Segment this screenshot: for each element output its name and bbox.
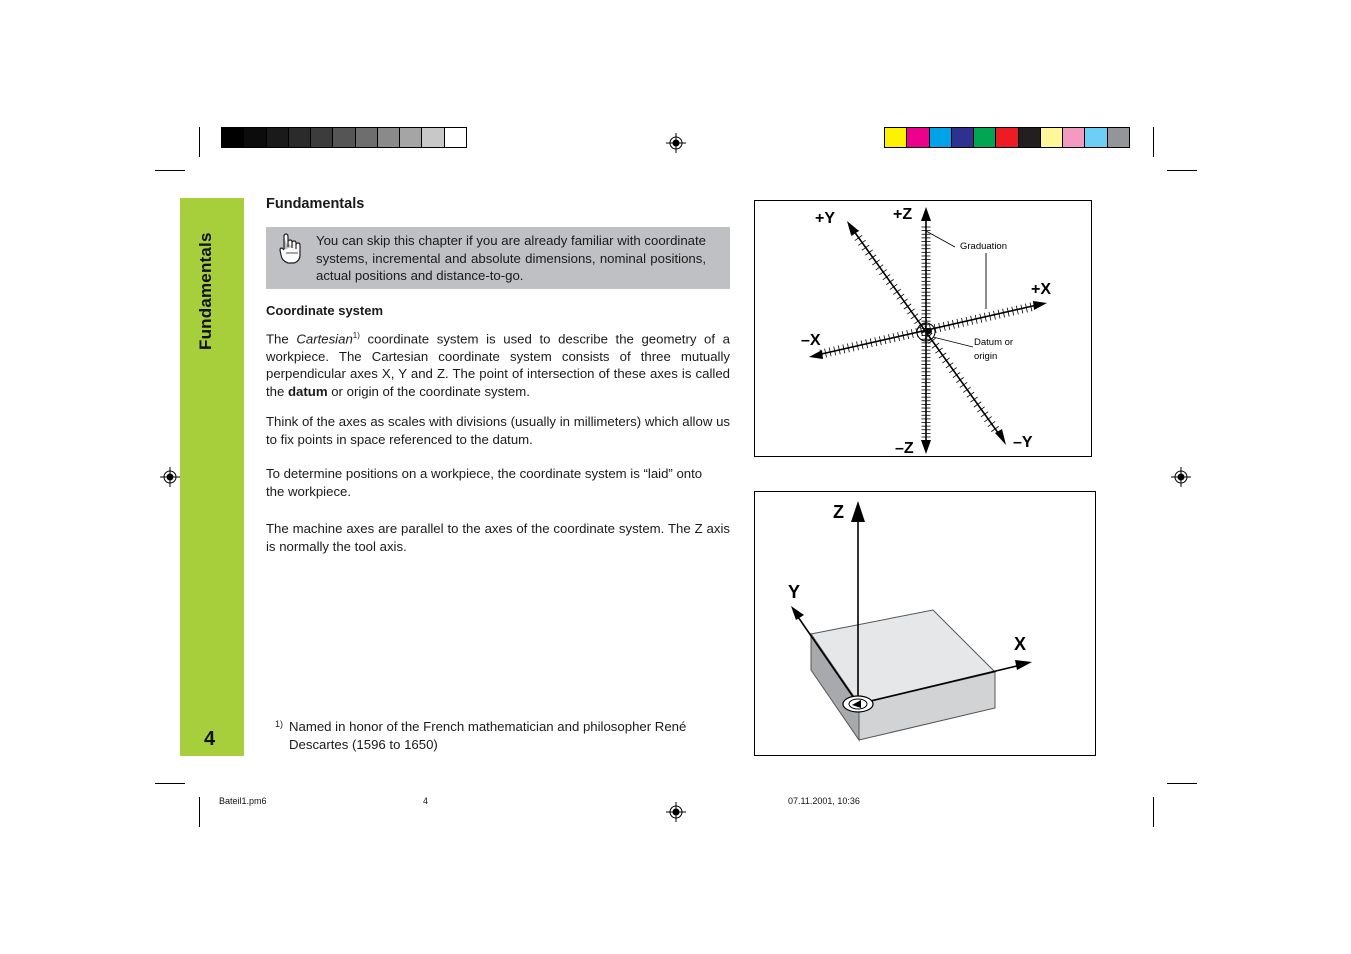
calibration-swatch (974, 128, 996, 147)
workpiece-drawing (755, 492, 1097, 757)
footnote-marker: 1) (275, 719, 284, 729)
crop-mark (1153, 127, 1154, 157)
calibration-swatch (289, 128, 311, 147)
color-calibration-bar (884, 127, 1130, 148)
registration-mark-icon (1171, 467, 1191, 487)
datum-label-line2: origin (974, 351, 998, 362)
calibration-swatch (1041, 128, 1063, 147)
note-text: You can skip this chapter if you are already familiar with coordinate systems, incremental and absolute dimensions, nominal positions, actual positions and distance-to-go. (316, 233, 706, 283)
z-axis-label: Z (833, 502, 844, 522)
crop-mark (155, 783, 185, 784)
workpiece-figure (754, 491, 1096, 756)
x-axis-label: X (1014, 634, 1027, 654)
calibration-swatch (400, 128, 422, 147)
minus-z-label: –Z (895, 440, 914, 457)
calibration-swatch (930, 128, 952, 147)
calibration-swatch (311, 128, 333, 147)
crop-mark (1153, 797, 1154, 827)
calibration-swatch (445, 128, 466, 147)
calibration-swatch (333, 128, 355, 147)
calibration-swatch (244, 128, 266, 147)
registration-mark-icon (666, 802, 686, 822)
calibration-swatch (1063, 128, 1085, 147)
slug-date: 07.11.2001, 10:36 (788, 796, 860, 806)
paragraph-cartesian: The Cartesian$^{1)}$ coordinate system is used to describe the geometry of a workpiece. The Cartesian coordinate system consists of three mutually perpendicular axes X, Y and Z. The point of intersection of these axes is called the datum or origin of the coordinate system. (266, 331, 730, 399)
calibration-swatch (1108, 128, 1129, 147)
calibration-swatch (1085, 128, 1107, 147)
coordinate-axes-drawing (755, 201, 1093, 458)
plus-x-label: +X (1031, 281, 1052, 298)
calibration-swatch (222, 128, 244, 147)
section-heading: Fundamentals (266, 196, 365, 212)
calibration-swatch (907, 128, 929, 147)
calibration-swatch (1019, 128, 1041, 147)
minus-y-label: –Y (1013, 434, 1033, 451)
plus-y-label: +Y (815, 210, 836, 227)
calibration-swatch (422, 128, 444, 147)
crop-mark (199, 127, 200, 157)
graduation-label: Graduation (960, 241, 1008, 252)
calibration-swatch (952, 128, 974, 147)
y-axis-label: Y (788, 582, 801, 602)
crop-mark (155, 170, 185, 171)
paragraph-workpiece: To determine positions on a workpiece, the coordinate system is “laid” onto the workpiece. (266, 466, 703, 499)
chapter-tab-title: Fundamentals (196, 232, 215, 350)
calibration-swatch (996, 128, 1018, 147)
plus-z-label: +Z (893, 206, 913, 223)
slug-page: 4 (423, 796, 429, 806)
calibration-swatch (267, 128, 289, 147)
slug-filename: Bateil1.pm6 (219, 796, 267, 806)
footnote-text: Named in honor of the French mathematician and philosopher René Descartes (1596 to 1650) (289, 719, 687, 752)
grayscale-calibration-bar (221, 127, 467, 148)
calibration-swatch (356, 128, 378, 147)
datum-label-line1: Datum or (974, 337, 1014, 348)
calibration-swatch (885, 128, 907, 147)
paragraph-machine-axes: The machine axes are parallel to the axes of the coordinate system. The Z axis is normally the tool axis. (266, 521, 730, 554)
subheading: Coordinate system (266, 303, 384, 318)
paragraph-scales: Think of the axes as scales with divisions (usually in millimeters) which allow us to fix points in space referenced to the datum. (266, 414, 730, 447)
crop-mark (199, 797, 200, 827)
calibration-swatch (378, 128, 400, 147)
pointing-hand-icon (278, 233, 302, 265)
crop-mark (1167, 783, 1197, 784)
crop-mark (1167, 170, 1197, 171)
minus-x-label: –X (801, 332, 821, 349)
note-box (266, 227, 730, 289)
coordinate-axes-figure (754, 200, 1092, 457)
registration-mark-icon (160, 467, 180, 487)
registration-mark-icon (666, 133, 686, 153)
page-number: 4 (204, 728, 216, 750)
